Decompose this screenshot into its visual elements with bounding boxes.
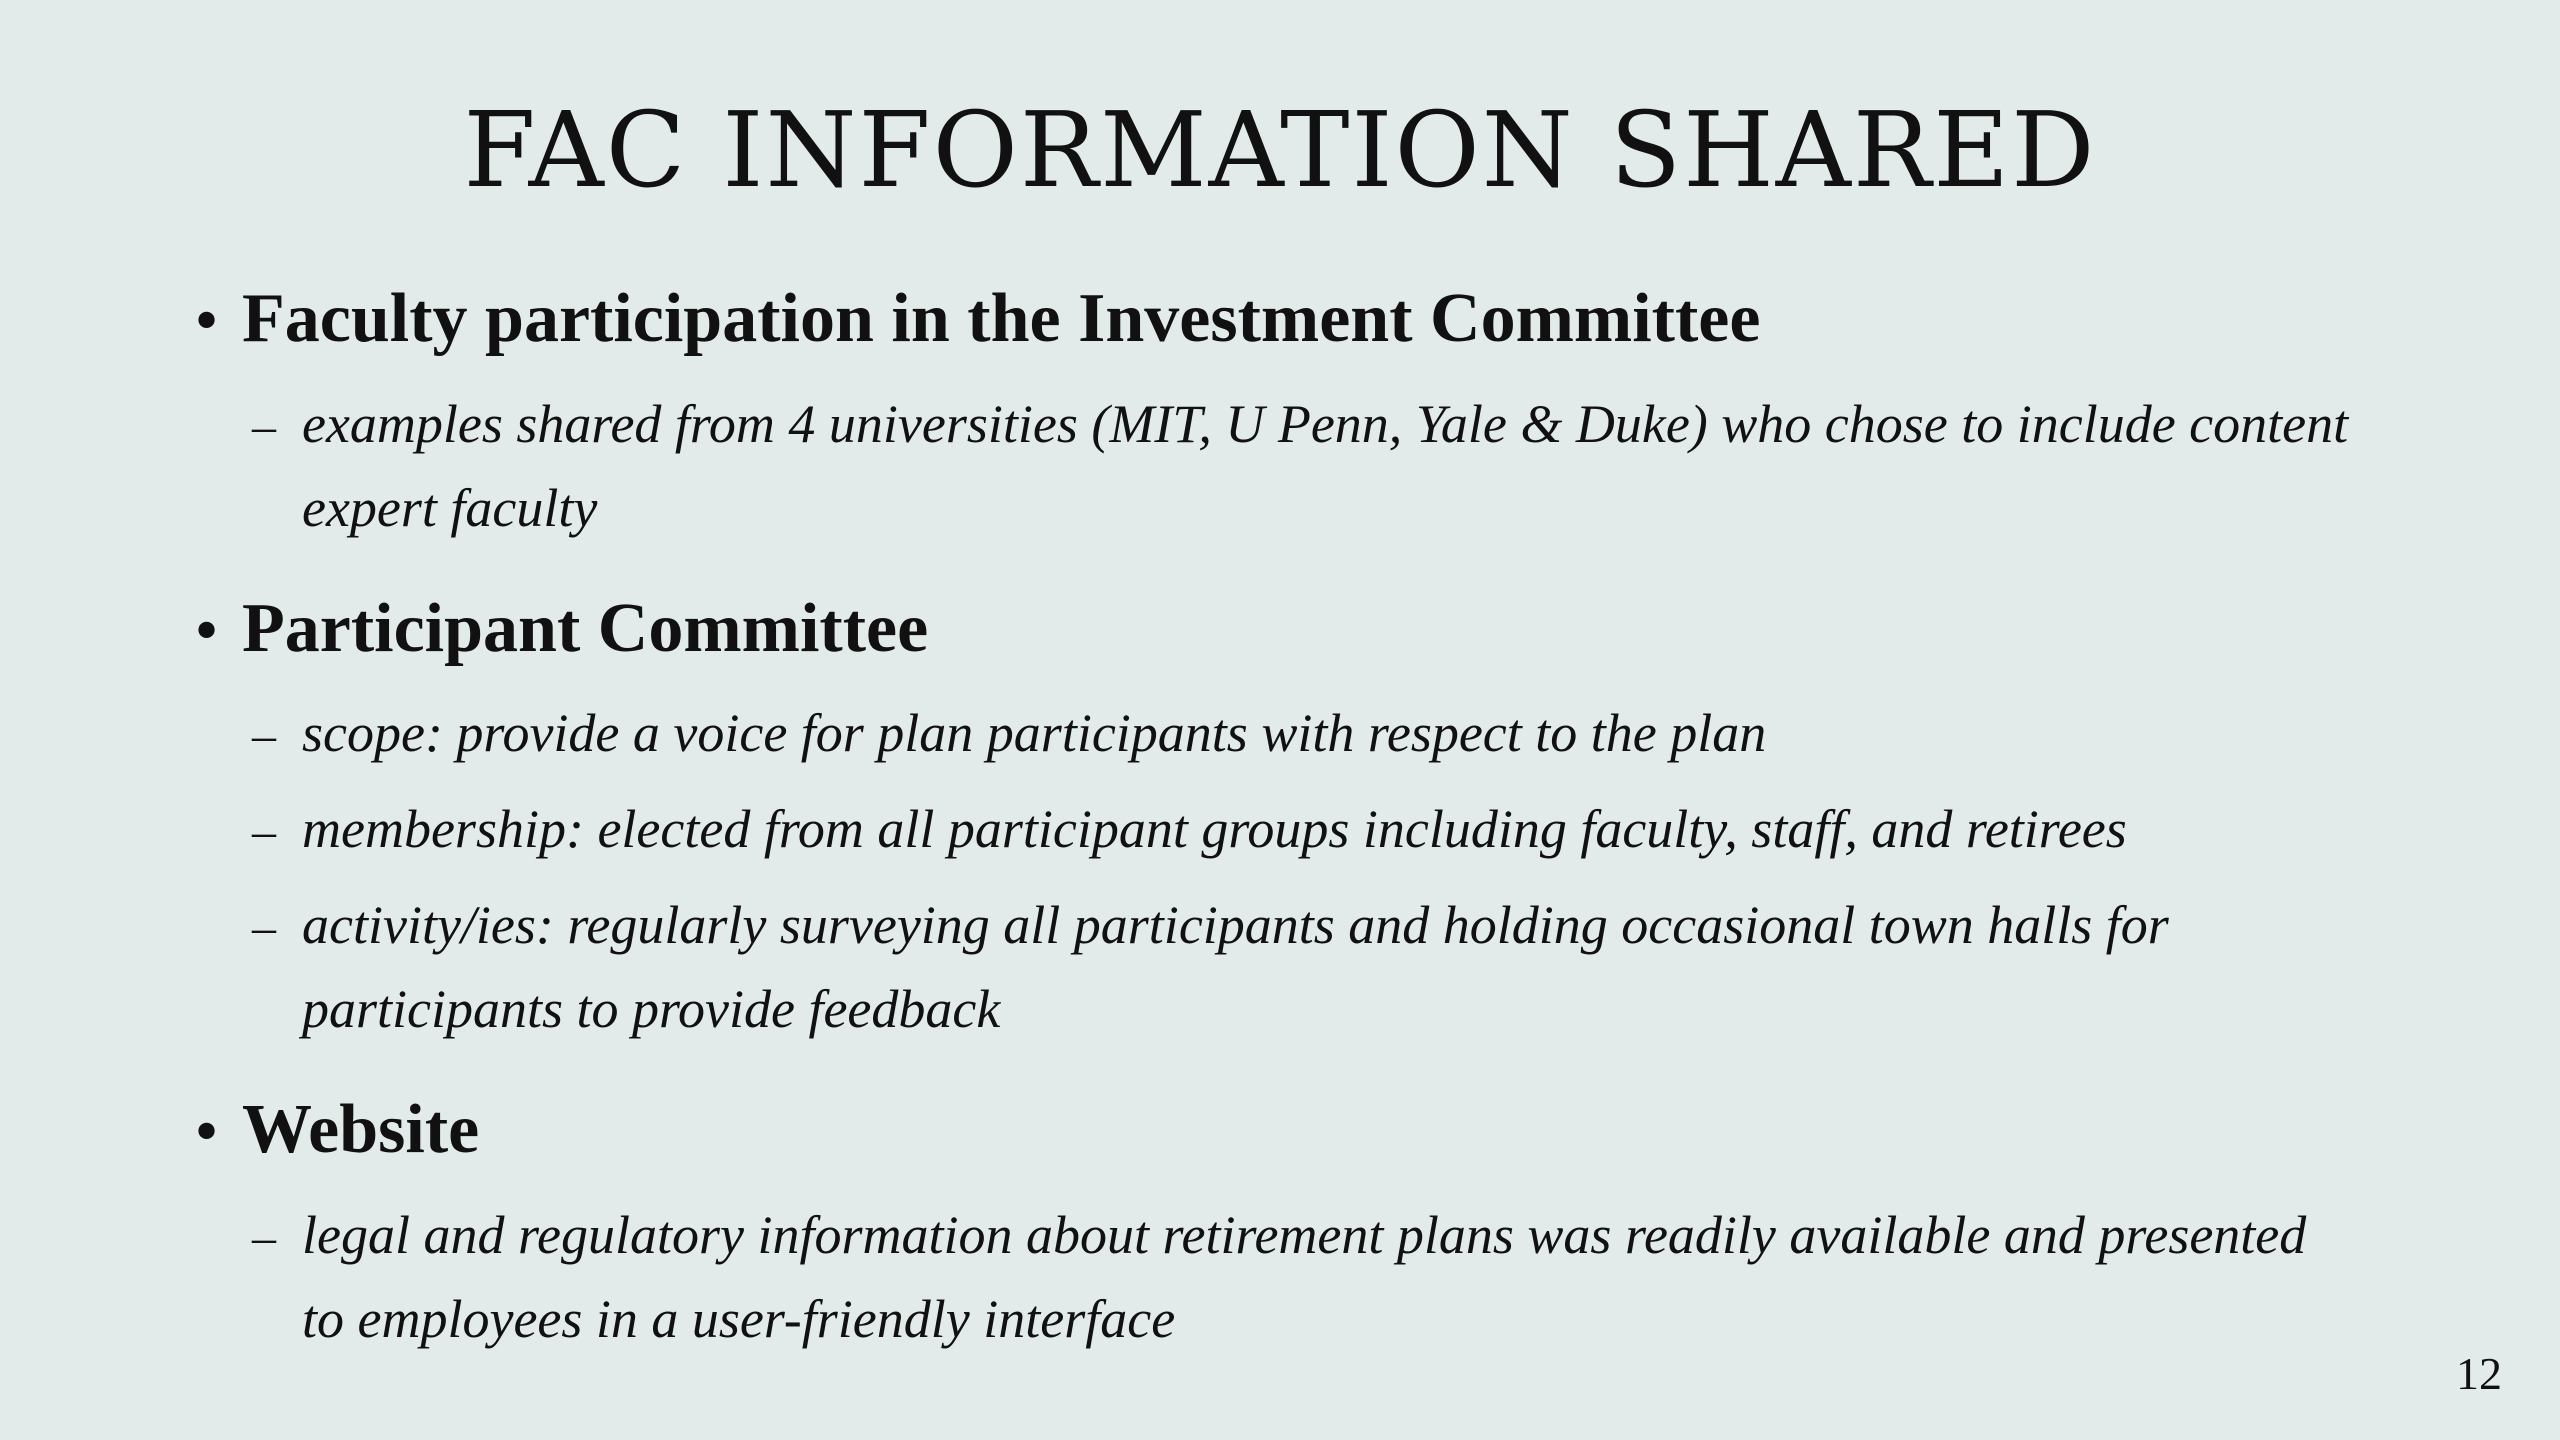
sub-list <box>190 691 2350 1051</box>
section-participant-committee <box>190 578 2350 1052</box>
slide-body <box>190 268 2350 1373</box>
list-item <box>190 382 2350 550</box>
bullet-icon: • <box>190 1101 224 1166</box>
sub-item-text: scope: provide a voice for plan participants with respect to the plan <box>302 703 1767 763</box>
sub-item-text: membership: elected from all participant groups including faculty, staff, and retirees <box>302 799 2127 859</box>
bullet-icon: • <box>190 599 224 665</box>
sub-item-text: legal and regulatory information about retirement plans was readily available and presented to employees in a user-friendly interface <box>302 1204 2307 1349</box>
sub-item-text: examples shared from 4 universities (MIT, U Penn, Yale & Duke) who chose to include content expert faculty <box>302 393 2349 538</box>
bullet-icon: • <box>190 290 224 355</box>
section-website <box>190 1079 2350 1361</box>
list-item <box>190 883 2350 1051</box>
list-item <box>190 787 2350 871</box>
dash-icon: – <box>252 901 276 954</box>
slide-title: FAC INFORMATION SHARED <box>463 89 2097 211</box>
dash-icon: – <box>252 805 276 858</box>
bullet-row <box>190 268 2350 370</box>
section-heading: Faculty participation in the Investment Committee <box>242 280 1761 357</box>
bullet-row <box>190 578 2350 680</box>
sub-list <box>190 382 2350 550</box>
list-item <box>190 1193 2350 1361</box>
sub-item-text: activity/ies: regularly surveying all participants and holding occasional town halls for participants to provide feedback <box>302 895 2169 1039</box>
sub-list <box>190 1193 2350 1361</box>
section-heading: Website <box>242 1091 480 1168</box>
list-item <box>190 691 2350 775</box>
page-number: 12 <box>2456 1348 2502 1399</box>
dash-icon: – <box>252 399 276 453</box>
bullet-row <box>190 1079 2350 1181</box>
dash-icon: – <box>252 709 276 762</box>
section-heading: Participant Committee <box>242 589 929 667</box>
section-investment-committee <box>190 268 2350 550</box>
dash-icon: – <box>252 1210 276 1264</box>
